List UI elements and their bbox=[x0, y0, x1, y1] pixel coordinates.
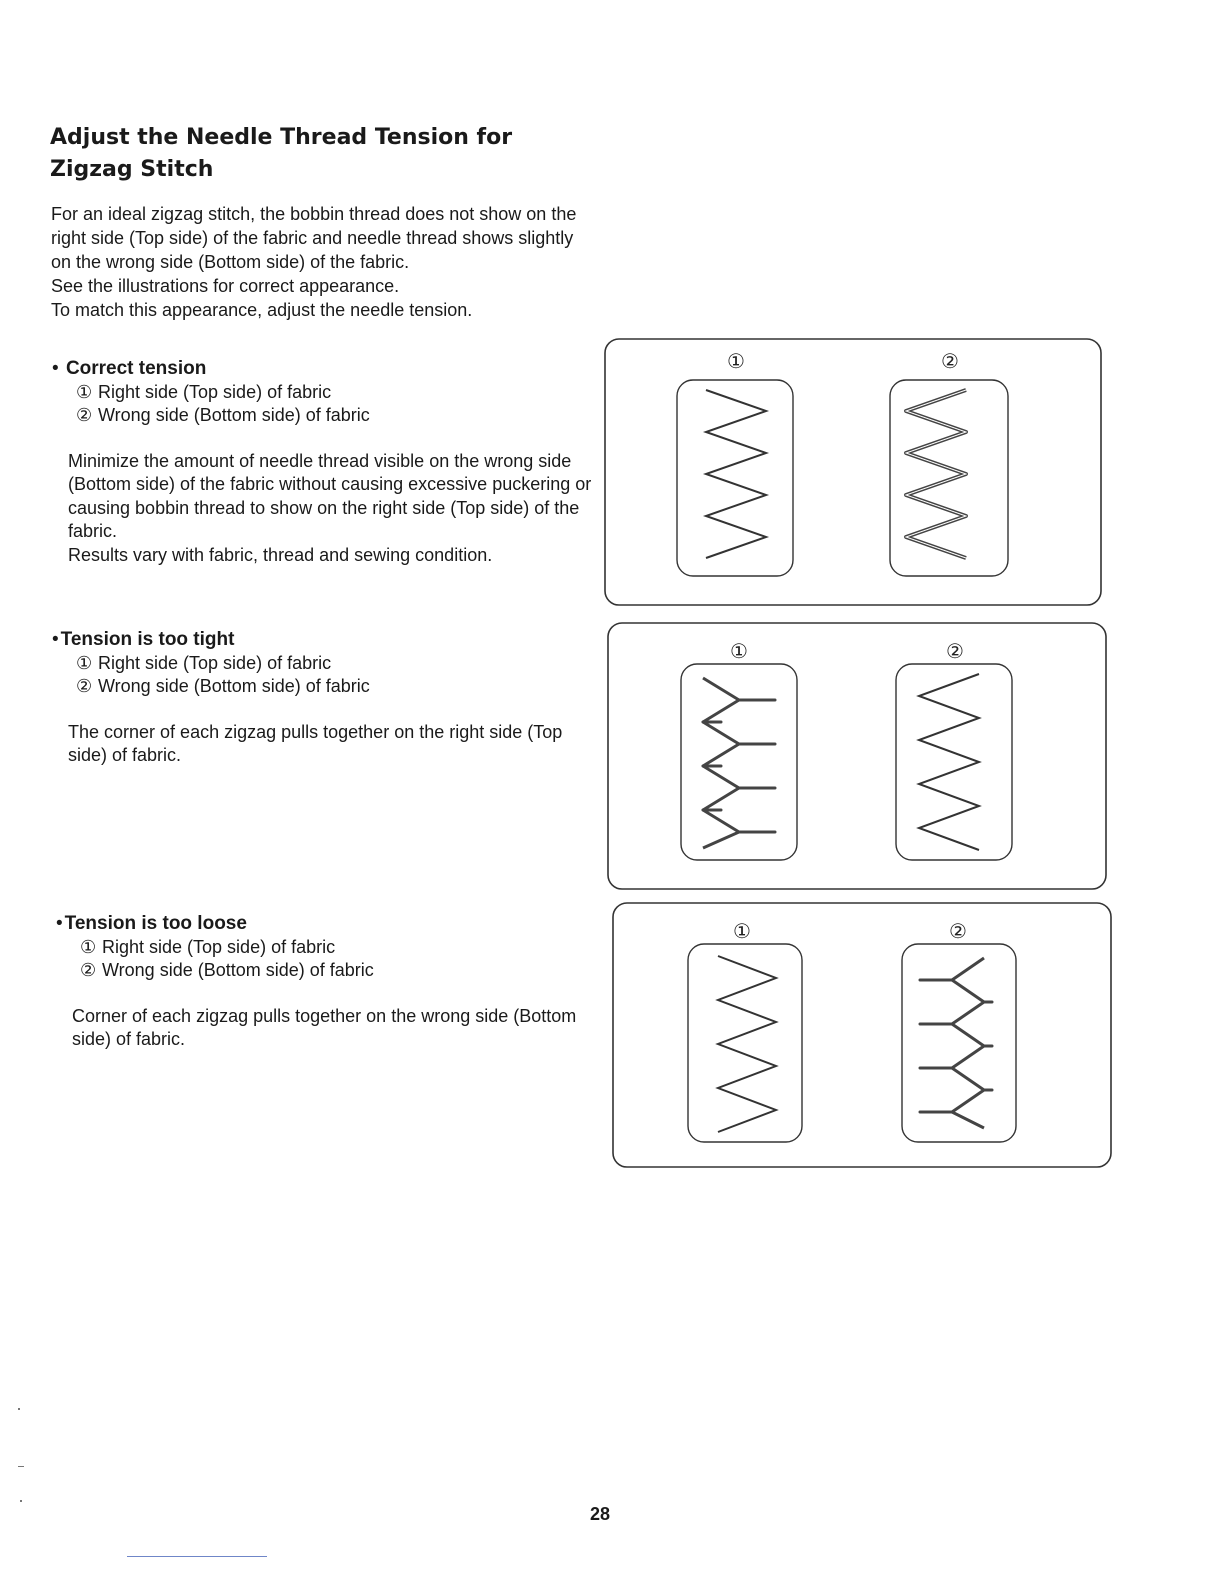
section-heading: • Tension is too tight bbox=[52, 629, 235, 650]
panel-label-2: ② bbox=[946, 639, 964, 663]
page-number: 28 bbox=[589, 1504, 611, 1524]
section-heading: • Tension is too loose bbox=[56, 913, 247, 934]
scan-speck bbox=[20, 1500, 22, 1502]
section-heading: • Correct tension bbox=[52, 358, 207, 379]
intro-line-3: To match this appearance, adjust the needle tension. bbox=[51, 300, 473, 320]
intro-text bbox=[51, 202, 591, 322]
zigzag-stitch-wrong-side bbox=[952, 958, 984, 1128]
legend-item-1: ① Right side (Top side) of fabric bbox=[80, 936, 336, 957]
legend-item-2: ② Wrong side (Bottom side) of fabric bbox=[76, 405, 370, 425]
zigzag-stitch-right-side bbox=[706, 390, 766, 558]
section-description: The corner of each zigzag pulls together on the right side (Top side) of fabric. bbox=[68, 721, 563, 765]
fabric-swatch-wrong-side bbox=[896, 664, 1012, 860]
legend-item-1: ① Right side (Top side) of fabric bbox=[76, 381, 332, 402]
legend-item-2: ② Wrong side (Bottom side) of fabric bbox=[76, 676, 370, 696]
scan-speck bbox=[18, 1408, 20, 1410]
bobbin-thread-marks bbox=[703, 700, 775, 832]
panel-label-2: ② bbox=[949, 919, 967, 943]
zigzag-stitch-right-side bbox=[703, 678, 739, 848]
scan-speck bbox=[18, 1466, 24, 1467]
section-tension-too-loose bbox=[56, 912, 596, 1052]
section-tension-too-tight bbox=[52, 628, 592, 768]
panel-label-2: ② bbox=[941, 349, 959, 373]
panel-label-1: ① bbox=[730, 639, 748, 663]
zigzag-stitch-wrong-side bbox=[906, 390, 966, 558]
fabric-swatch-right-side bbox=[677, 380, 793, 576]
page-title: Adjust the Needle Thread Tension for Zigzag Stitch bbox=[50, 125, 513, 182]
section-correct-tension bbox=[52, 357, 592, 567]
illustration-tension-too-loose bbox=[612, 902, 1114, 1170]
zigzag-stitch-wrong-side bbox=[919, 674, 979, 850]
section-description: Minimize the amount of needle thread visible on the wrong side (Bottom side) of the fabric without causing excessive puckering or causing bobbin thread to show on the right side (Top side) of the fabric. Results vary with fabric, thread and sewing condition. bbox=[68, 450, 592, 565]
panel-label-1: ① bbox=[733, 919, 751, 943]
intro-paragraph: For an ideal zigzag stitch, the bobbin thread does not show on the right side (Top side) of the fabric and needle thread shows slightly on the wrong side (Bottom side) of the fabric. bbox=[51, 204, 577, 272]
footer-rule bbox=[127, 1556, 267, 1557]
section-description: Corner of each zigzag pulls together on the wrong side (Bottom side) of fabric. bbox=[72, 1005, 577, 1049]
fabric-swatch-right-side bbox=[688, 944, 802, 1142]
intro-line-2: See the illustrations for correct appearance. bbox=[51, 276, 400, 296]
legend-item-2: ② Wrong side (Bottom side) of fabric bbox=[80, 960, 374, 980]
illustration-tension-too-tight bbox=[607, 622, 1109, 892]
legend-item-1: ① Right side (Top side) of fabric bbox=[76, 652, 332, 673]
illustration-correct-tension bbox=[604, 338, 1104, 608]
panel-label-1: ① bbox=[727, 349, 745, 373]
zigzag-stitch-right-side bbox=[718, 956, 776, 1132]
